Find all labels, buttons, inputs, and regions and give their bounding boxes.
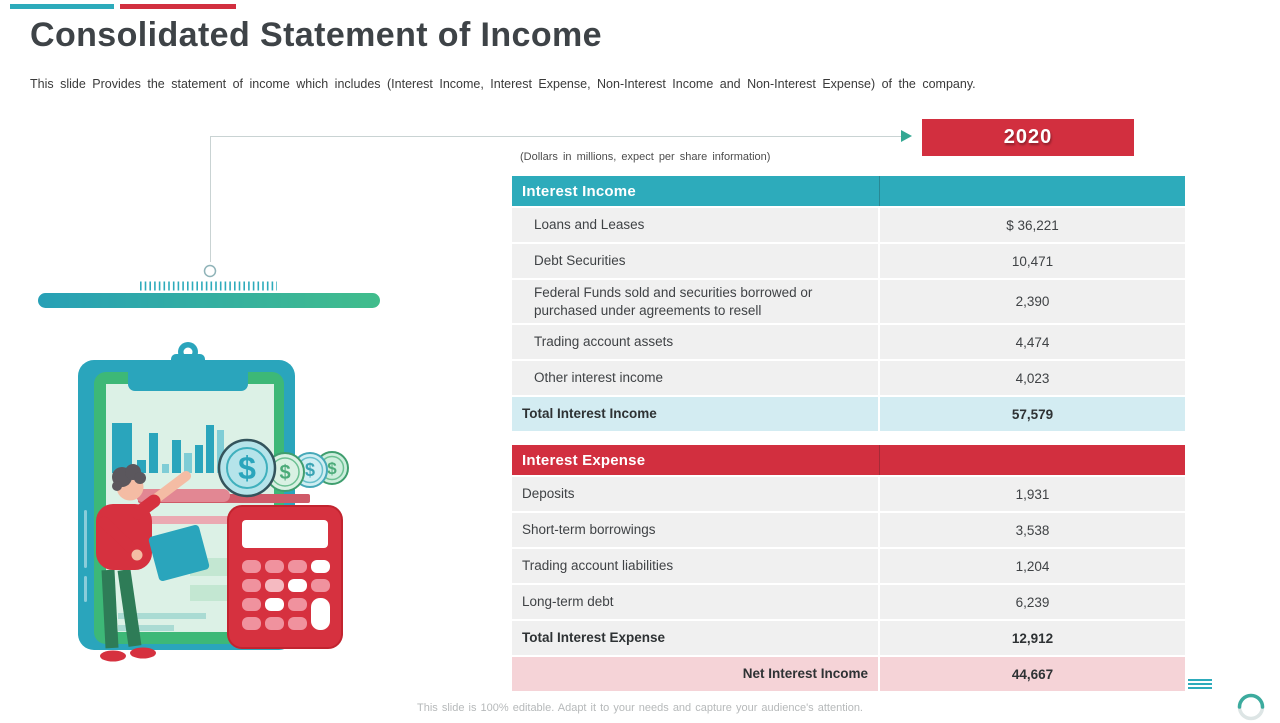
arrow-right-icon <box>901 130 912 142</box>
coin-large-icon <box>219 440 275 496</box>
table-row <box>512 513 1185 547</box>
table-section <box>512 445 1185 691</box>
row-value: 1,204 <box>1015 558 1050 574</box>
section-header <box>512 445 1185 475</box>
table-row <box>512 397 1185 431</box>
table-row <box>512 621 1185 655</box>
table-row <box>512 657 1185 691</box>
row-value: 3,538 <box>1015 522 1050 538</box>
connector-vertical-line <box>210 136 211 262</box>
row-label: Total Interest Income <box>512 397 880 431</box>
gradient-progress-bar <box>38 293 380 308</box>
row-value: 6,239 <box>1015 594 1050 610</box>
svg-text:$: $ <box>279 462 291 484</box>
footer-note: This slide is 100% editable. Adapt it to your needs and capture your audience's attention. <box>417 702 863 714</box>
table-section <box>512 176 1185 431</box>
slide-subtitle: This slide Provides the statement of income which includes (Interest Income, Interest Expense, Non-Interest Income and Non-Interest Expense) of the company. <box>30 77 976 91</box>
row-value: 10,471 <box>1011 253 1054 269</box>
row-value: $ 36,221 <box>1006 217 1059 233</box>
svg-text:$: $ <box>238 450 256 486</box>
row-label: Total Interest Expense <box>512 621 880 655</box>
row-label: Net Interest Income <box>512 657 880 691</box>
row-label: Trading account liabilities <box>512 549 880 583</box>
table-row <box>512 585 1185 619</box>
row-value: 57,579 <box>1011 406 1054 422</box>
svg-text:$: $ <box>327 459 337 478</box>
table-row <box>512 325 1185 359</box>
table-note: (Dollars in millions, expect per share information) <box>520 151 771 163</box>
table-row <box>512 361 1185 395</box>
table-row <box>512 549 1185 583</box>
section-header-label: Interest Income <box>512 176 880 206</box>
connector-horizontal-line <box>210 136 901 137</box>
page-title: Consolidated Statement of Income <box>30 16 602 54</box>
section-header-value-cell <box>880 176 1185 206</box>
row-label: Long-term debt <box>512 585 880 619</box>
top-accent-teal-bar <box>10 4 114 9</box>
table-row <box>512 477 1185 511</box>
row-value: 1,931 <box>1015 486 1050 502</box>
section-header-label: Interest Expense <box>512 445 880 475</box>
row-value: 2,390 <box>1015 294 1050 310</box>
row-value: 4,023 <box>1015 370 1050 386</box>
row-label: Deposits <box>512 477 880 511</box>
row-label: Other interest income <box>512 361 880 395</box>
row-value: 12,912 <box>1011 630 1054 646</box>
row-label: Trading account assets <box>512 325 880 359</box>
section-header <box>512 176 1185 206</box>
svg-text:$: $ <box>304 460 316 480</box>
statement-table <box>512 176 1185 693</box>
row-label: Federal Funds sold and securities borrowed or purchased under agreements to resell <box>512 280 880 323</box>
menu-lines-icon <box>1188 679 1212 691</box>
row-label: Short-term borrowings <box>512 513 880 547</box>
row-label: Debt Securities <box>512 244 880 278</box>
table-row <box>512 280 1185 323</box>
table-row <box>512 244 1185 278</box>
row-value: 44,667 <box>1011 666 1054 682</box>
finance-illustration <box>38 258 390 670</box>
calculator-icon <box>228 506 342 648</box>
section-header-value-cell <box>880 445 1185 475</box>
ring-logo-icon <box>1235 691 1267 723</box>
timeline-node-icon <box>205 266 216 277</box>
row-label: Loans and Leases <box>512 208 880 242</box>
year-badge: 2020 <box>922 119 1134 156</box>
top-accent-red-bar <box>120 4 236 9</box>
table-row <box>512 208 1185 242</box>
row-value: 4,474 <box>1015 334 1050 350</box>
